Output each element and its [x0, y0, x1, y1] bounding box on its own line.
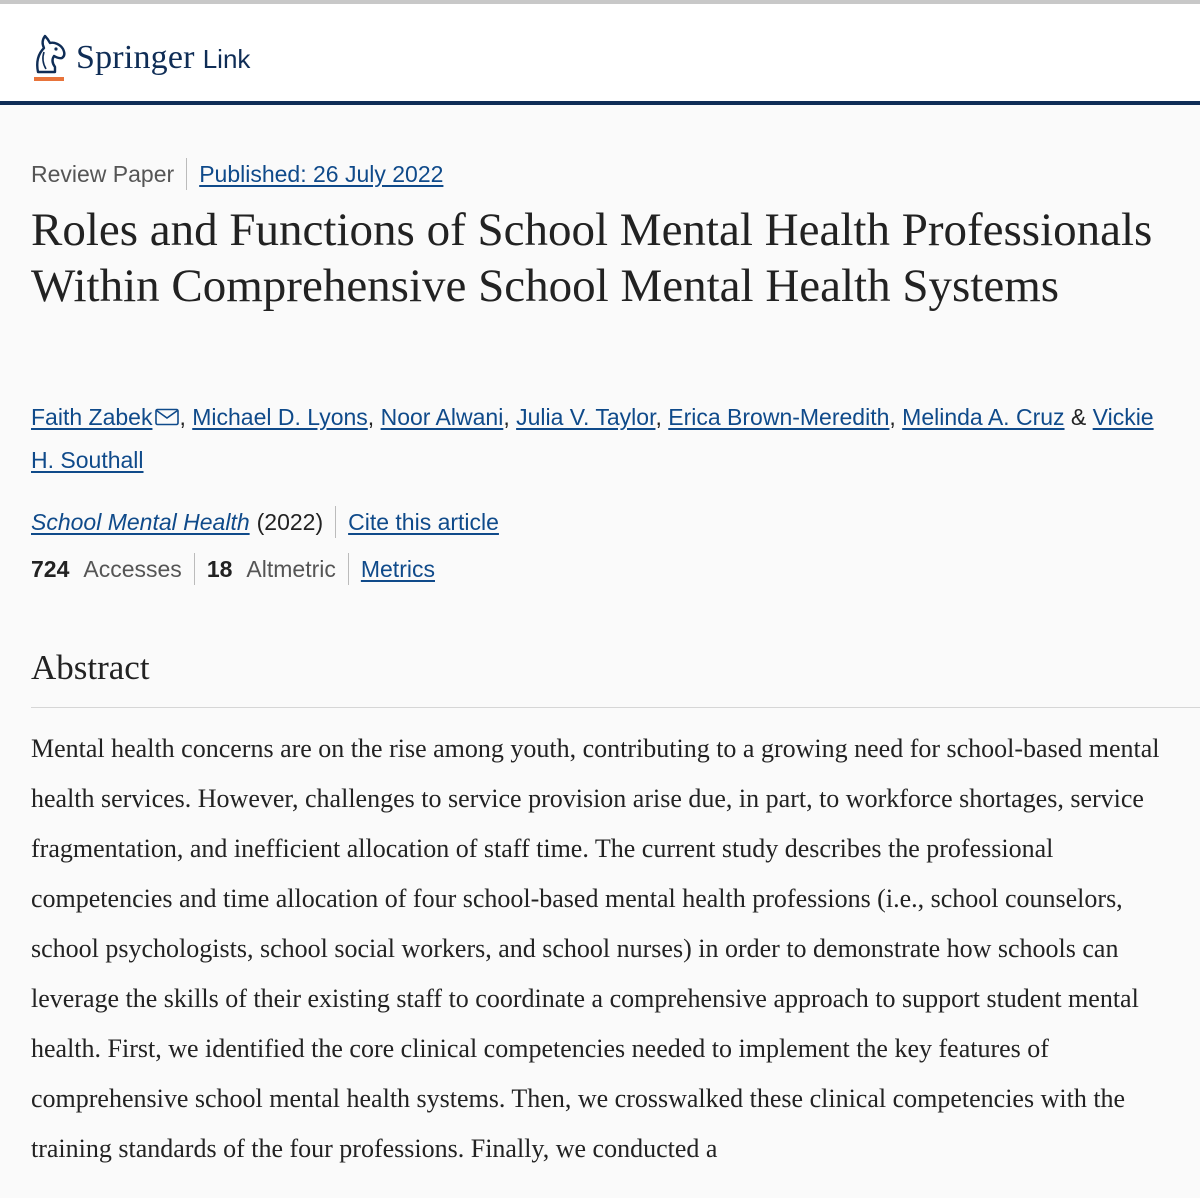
author-separator: , [655, 404, 669, 430]
author-link[interactable]: Erica Brown-Meredith [668, 404, 890, 430]
accesses-label: Accesses [83, 555, 182, 582]
header-navy-rule [0, 101, 1200, 105]
cite-article-link[interactable]: Cite this article [348, 508, 499, 535]
author-separator: , [367, 404, 381, 430]
abstract-divider [31, 707, 1200, 708]
author-link[interactable]: Michael D. Lyons [192, 404, 368, 430]
altmetric-count: 18 [206, 555, 233, 582]
divider [194, 553, 195, 585]
divider [348, 553, 349, 585]
author-separator: , [889, 404, 903, 430]
springer-link-logo[interactable] [30, 30, 250, 86]
author-separator: , [179, 404, 193, 430]
site-header [0, 4, 1200, 101]
email-icon[interactable] [155, 397, 179, 439]
journal-link[interactable]: School Mental Health [31, 508, 250, 535]
published-date-link[interactable]: Published: 26 July 2022 [199, 160, 444, 187]
brand-suffix: Link [202, 44, 251, 74]
author-separator: , [503, 404, 517, 430]
logo-orange-bar [34, 77, 64, 81]
journal-line [31, 505, 499, 539]
author-link[interactable]: Melinda A. Cruz [902, 404, 1065, 430]
author-link[interactable]: Faith Zabek [31, 404, 153, 430]
author-separator-last: & [1064, 404, 1093, 430]
publication-year: (2022) [256, 508, 324, 535]
author-link[interactable]: Noor Alwani [380, 404, 504, 430]
article-meta-top [31, 158, 443, 190]
author-link[interactable]: Julia V. Taylor [516, 404, 656, 430]
abstract-text: Mental health concerns are on the rise among youth, contributing to a growing need for school-based mental health services. However, challenges to service provision arise due, in part, to workforce shortages, service fragmentation, and inefficient allocation of staff time. The current study describes the professional competencies and time allocation of four school-based mental health professions (i.e., school counselors, school psychologists, school social workers, and school nurses) in order to demonstrate how schools can leverage the skills of their existing staff to coordinate a comprehensive approach to support student mental health. First, we identified the core clinical competencies needed to implement the key features of comprehensive school mental health systems. Then, we crosswalked these clinical competencies with the training standards of the four professions. Finally, we conducted a [31, 734, 1160, 1163]
altmetric-label: Altmetric [246, 555, 336, 582]
author-list [31, 396, 1171, 481]
accesses-count: 724 [31, 555, 70, 582]
springer-horse-icon [30, 32, 70, 84]
brand-name: Springer [76, 39, 195, 76]
abstract-heading: Abstract [31, 648, 150, 687]
divider [335, 506, 336, 538]
metrics-line [31, 552, 435, 586]
divider [186, 158, 187, 190]
author-link[interactable]: Vickie H. Southall [31, 404, 1154, 473]
article-title: Roles and Functions of School Mental Health Professionals Within Comprehensive School Mental Health Systems [31, 204, 1153, 312]
article-type: Review Paper [31, 160, 175, 187]
metrics-link[interactable]: Metrics [360, 555, 435, 582]
